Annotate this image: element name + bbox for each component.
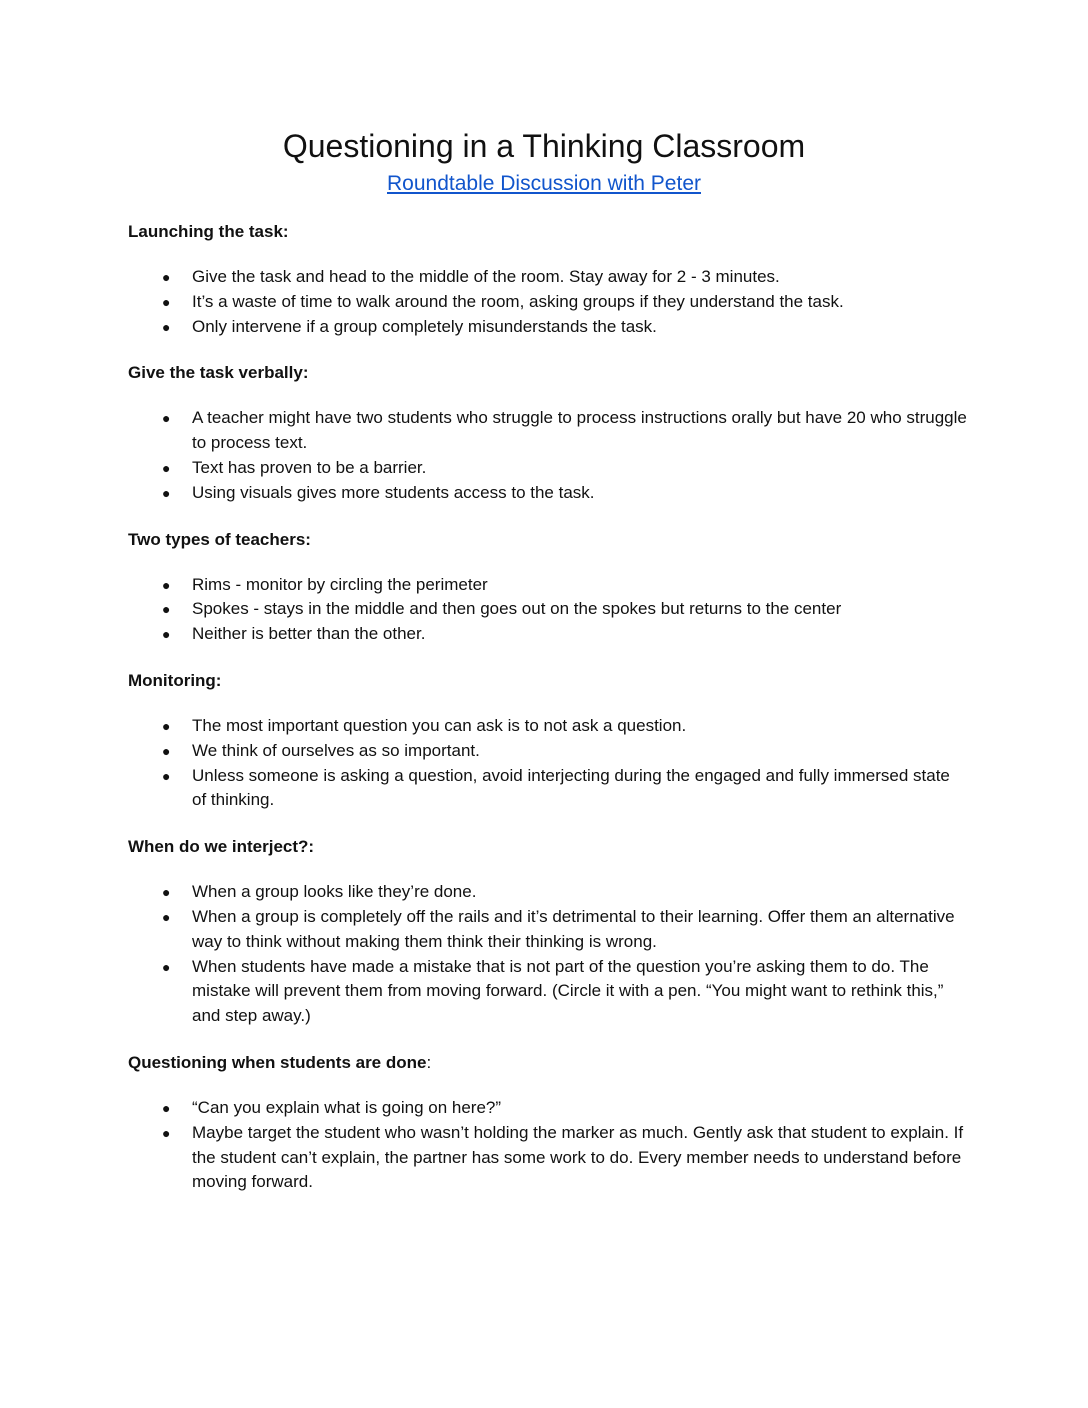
list-item	[128, 481, 968, 506]
list-item	[128, 622, 968, 647]
bullet-list	[128, 714, 968, 813]
list-item-text: When a group is completely off the rails and it’s detrimental to their learning. Offer them an alternative way to think without making them think their thinking is wrong.	[192, 906, 955, 951]
list-item	[128, 955, 968, 1029]
list-item-text: We think of ourselves as so important.	[192, 740, 480, 760]
bullet-list	[128, 573, 968, 647]
section-heading	[128, 668, 968, 693]
list-item	[128, 573, 968, 598]
section-heading	[128, 527, 968, 552]
bullet-icon: ●	[162, 767, 171, 784]
bullet-icon: ●	[162, 269, 171, 285]
bullet-icon: ●	[162, 410, 171, 427]
list-item-text: Text has proven to be a barrier.	[192, 457, 427, 477]
bullet-list	[128, 406, 968, 505]
section-heading-text: Two types of teachers:	[128, 529, 311, 549]
bullet-list	[128, 1096, 968, 1195]
list-item	[128, 905, 968, 955]
section-heading-text: Give the task verbally:	[128, 363, 309, 383]
section-heading-suffix: :	[426, 1052, 432, 1072]
list-item-text: “Can you explain what is going on here?”	[192, 1097, 502, 1117]
list-item-text: Maybe target the student who wasn’t holding the marker as much. Gently ask that student to explain. If the student can’t explain, the partner has some work to do. Every member needs to understand before moving forward.	[192, 1122, 964, 1192]
list-item	[128, 739, 968, 764]
section-heading-text: Launching the task:	[128, 222, 289, 241]
bullet-icon: ●	[162, 484, 171, 501]
bullet-icon: ●	[162, 717, 171, 734]
section-heading	[128, 219, 968, 244]
list-item-text: Using visuals gives more students access to the task.	[192, 482, 595, 502]
section-heading-text: Questioning when students are done	[128, 1052, 427, 1072]
list-item-text: Give the task and head to the middle of the room. Stay away for 2 - 3 minutes.	[192, 267, 780, 286]
document-body	[128, 219, 968, 1216]
bullet-icon: ●	[162, 1099, 171, 1116]
list-item	[128, 764, 968, 814]
list-item	[128, 1096, 968, 1121]
list-item-text: When students have made a mistake that is not part of the question you’re asking them to do. The mistake will prevent them from moving forward. (Circle it with a pen. “You might want to rethink this,” and step away.)	[192, 956, 944, 1026]
list-item	[128, 456, 968, 481]
bullet-icon: ●	[162, 293, 171, 310]
list-item-text: It’s a waste of time to walk around the room, asking groups if they understand the task.	[192, 291, 844, 311]
list-item-text: Spokes - stays in the middle and then goes out on the spokes but returns to the center	[192, 599, 842, 619]
list-item	[128, 406, 968, 456]
section-heading-text: Monitoring:	[128, 670, 222, 690]
bullet-icon: ●	[162, 601, 171, 618]
list-item-text: Rims - monitor by circling the perimeter	[192, 574, 488, 594]
list-item-text: The most important question you can ask is to not ask a question.	[192, 715, 687, 735]
section-heading	[128, 834, 968, 859]
bullet-icon: ●	[162, 742, 171, 759]
list-item-text: A teacher might have two students who struggle to process instructions orally but have 20 who struggle to process text.	[192, 408, 967, 453]
bullet-list	[128, 880, 968, 1029]
bullet-icon: ●	[162, 576, 171, 593]
subtitle-link-container	[0, 170, 1088, 198]
list-item	[128, 597, 968, 622]
list-item-text: Unless someone is asking a question, avoid interjecting during the engaged and fully immersed state of thinking.	[192, 765, 950, 810]
bullet-list	[128, 265, 968, 339]
list-item-text: Neither is better than the other.	[192, 624, 426, 644]
list-item	[128, 1121, 968, 1195]
bullet-icon: ●	[162, 626, 171, 643]
bullet-icon: ●	[162, 318, 171, 335]
list-item	[128, 290, 968, 315]
list-item-text: Only intervene if a group completely misunderstands the task.	[192, 316, 657, 336]
bullet-icon: ●	[162, 459, 171, 476]
page-title: Questioning in a Thinking Classroom	[282, 128, 806, 164]
section-heading-text: When do we interject?:	[128, 837, 315, 857]
list-item	[128, 265, 968, 290]
section-heading	[128, 1050, 968, 1075]
list-item	[128, 315, 968, 340]
list-item	[128, 714, 968, 739]
bullet-icon: ●	[162, 958, 171, 975]
list-item	[128, 880, 968, 905]
list-item-text: When a group looks like they’re done.	[192, 882, 477, 902]
bullet-icon: ●	[162, 1124, 171, 1141]
bullet-icon: ●	[162, 908, 171, 925]
roundtable-discussion-link[interactable]: Roundtable Discussion with Peter	[387, 172, 701, 195]
section-heading	[128, 360, 968, 385]
bullet-icon: ●	[162, 884, 171, 901]
